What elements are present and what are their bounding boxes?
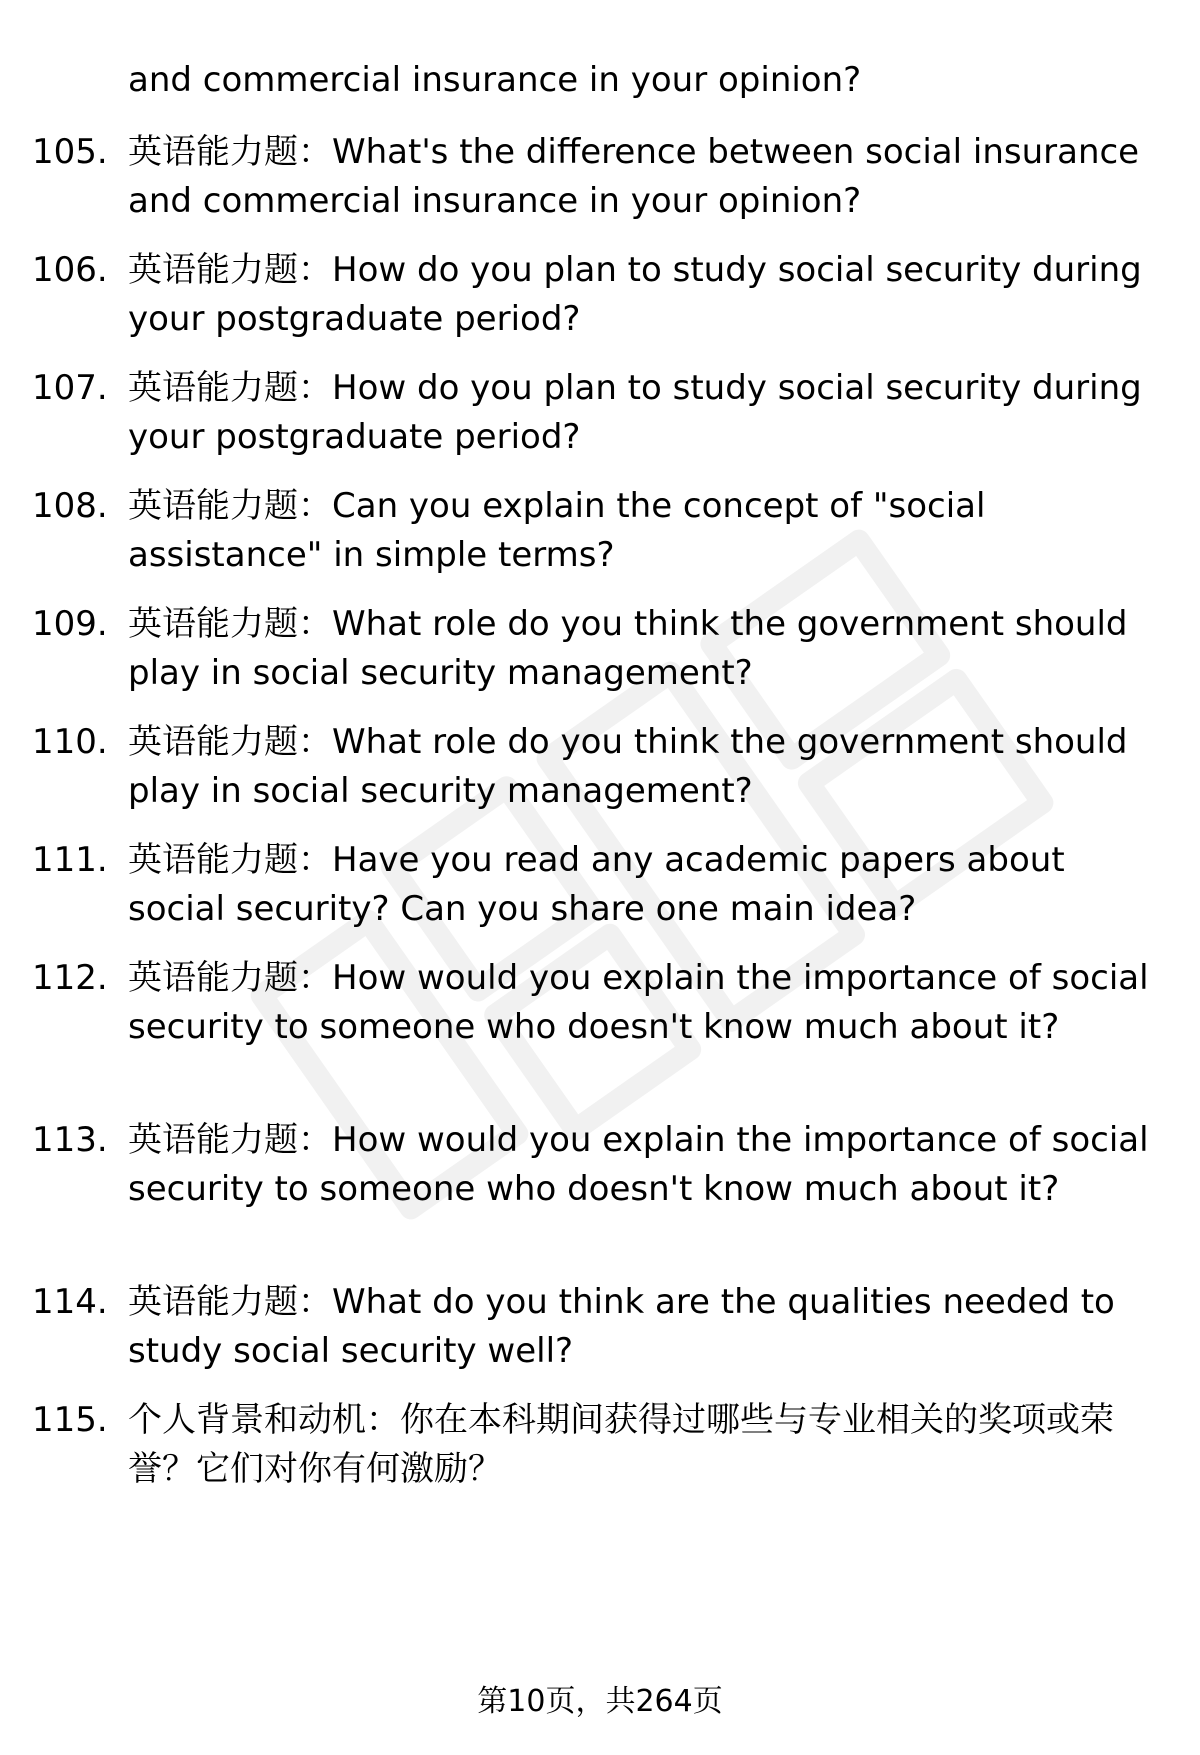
- question-text: How would you explain the importance of social security to someone who doesn't know much about it?: [128, 1120, 1149, 1209]
- question-text: How do you plan to study social security during your postgraduate period?: [128, 368, 1142, 457]
- question-number: 113.: [32, 1120, 108, 1160]
- question-body: [128, 1396, 1168, 1494]
- question-text: What role do you think the government should play in social security management?: [128, 722, 1128, 811]
- question-number: 111.: [32, 840, 108, 880]
- question-number: 115.: [32, 1400, 108, 1440]
- question-text: What do you think are the qualities needed to study social security well?: [128, 1282, 1115, 1371]
- continued-question-text: and commercial insurance in your opinion?: [128, 60, 862, 100]
- question-category: 英语能力题：: [128, 840, 332, 880]
- question-body: [128, 1278, 1168, 1376]
- question-category: 英语能力题：: [128, 604, 332, 644]
- question-category: 个人背景和动机：: [128, 1400, 400, 1440]
- question-body: [128, 1116, 1168, 1214]
- question-category: 英语能力题：: [128, 958, 332, 998]
- question-body: [128, 246, 1168, 344]
- page-number-footer: 第10页，共264页: [477, 1684, 723, 1719]
- question-number: 108.: [32, 486, 108, 526]
- question-number: 106.: [32, 250, 108, 290]
- question-category: 英语能力题：: [128, 250, 332, 290]
- question-text: What role do you think the government should play in social security management?: [128, 604, 1128, 693]
- question-text: How would you explain the importance of social security to someone who doesn't know much about it?: [128, 958, 1149, 1047]
- question-text: What's the difference between social insurance and commercial insurance in your opinion?: [128, 132, 1140, 221]
- question-text: How do you plan to study social security during your postgraduate period?: [128, 250, 1142, 339]
- question-number: 105.: [32, 132, 108, 172]
- question-category: 英语能力题：: [128, 486, 332, 526]
- question-number: 110.: [32, 722, 108, 762]
- question-category: 英语能力题：: [128, 1120, 332, 1160]
- question-body: [128, 954, 1168, 1052]
- question-category: 英语能力题：: [128, 722, 332, 762]
- question-body: [128, 364, 1168, 462]
- question-body: [128, 718, 1168, 816]
- question-text: 你在本科期间获得过哪些与专业相关的奖项或荣誉？它们对你有何激励？: [128, 1400, 1114, 1489]
- question-number: 107.: [32, 368, 108, 408]
- question-number: 114.: [32, 1282, 108, 1322]
- question-text: Have you read any academic papers about social security? Can you share one main idea?: [128, 840, 1065, 929]
- question-category: 英语能力题：: [128, 132, 332, 172]
- question-body: [128, 482, 1168, 580]
- question-body: [128, 836, 1168, 934]
- question-body: [128, 600, 1168, 698]
- question-body: [128, 128, 1168, 226]
- question-number: 109.: [32, 604, 108, 644]
- question-text: Can you explain the concept of "social assistance" in simple terms?: [128, 486, 986, 575]
- question-category: 英语能力题：: [128, 368, 332, 408]
- question-category: 英语能力题：: [128, 1282, 332, 1322]
- question-number: 112.: [32, 958, 108, 998]
